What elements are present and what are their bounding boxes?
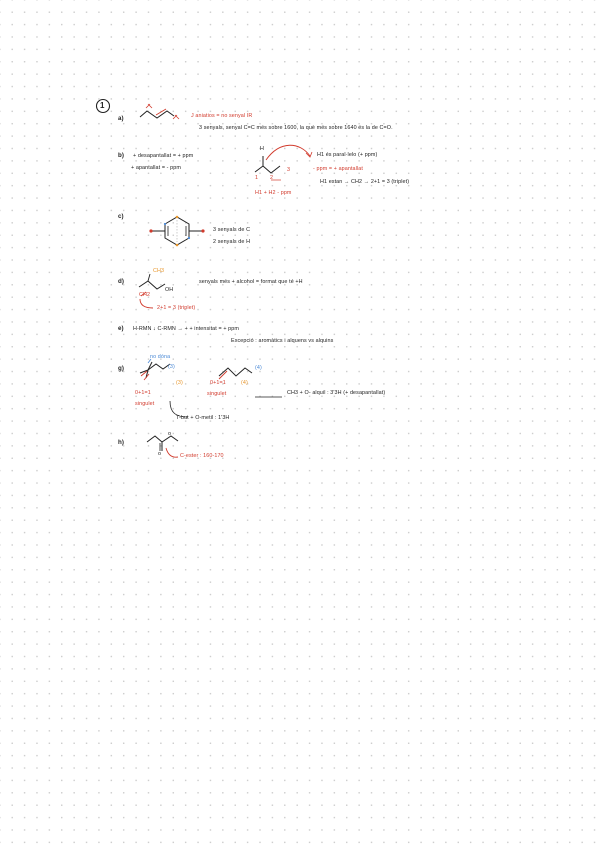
section-b-num2: 2 [270, 175, 274, 181]
section-g-blue2: (3) [168, 364, 175, 370]
section-h-o-top: o [168, 431, 172, 437]
section-g-blue3: (4) [255, 365, 262, 371]
section-d-red-note: 2+1 = 3 (triplet) [157, 305, 196, 311]
section-e-label: e) [118, 325, 124, 332]
section-h-red-note: C-ester : 160-170 [180, 453, 224, 459]
section-g-note: CH3 + O- alquil : 3'3H (+ desapantallat) [287, 390, 386, 396]
section-b-annot-red1: - ppm = + apantallat [313, 166, 363, 172]
section-b-note2: H1 estan → CH2 → 2+1 = 3 (triplet) [320, 179, 410, 185]
section-g-blue1: no dóna [150, 354, 171, 360]
section-h-o-bottom: o [158, 451, 162, 457]
section-b-num3: 3 [287, 167, 291, 173]
section-b-annot-red2: H1 + H2 - ppm [255, 190, 292, 196]
section-b-line2: + apantallat = - ppm [131, 165, 181, 171]
section-a-label: a) [118, 115, 124, 122]
section-d-label: d) [118, 278, 125, 285]
section-d-note: senyals més + alcohol = format que té +H [199, 279, 303, 285]
section-g-red2b: singulet [207, 391, 227, 397]
section-d-ch2: CH2 [139, 292, 151, 298]
section-g-note2: T-but + O-metil : 1'3H [176, 415, 230, 421]
section-b-line1: + desapantallat = + ppm [133, 153, 194, 159]
section-a-red-note: J aniatios = no senyal IR [191, 113, 253, 119]
section-b-label: b) [118, 152, 125, 159]
section-b-note1: H1 és paral·lelo (+ ppm) [317, 152, 378, 158]
section-d-oh: OH [165, 287, 174, 293]
section-e-line1: H-RMN ↓ C-RMN → + + intensitat = + ppm [133, 326, 239, 332]
section-b-num1: 1 [255, 175, 259, 181]
section-h-label: h) [118, 439, 125, 446]
section-g-red1b: singulet [135, 401, 155, 407]
section-c-note1: 3 senyals de C [213, 227, 251, 233]
section-c-note2: 2 senyals de H [213, 239, 251, 245]
section-g-red2: 0+1=1 [210, 380, 226, 386]
section-g-orange1: (3) [176, 380, 183, 386]
section-g-orange2: (4) [241, 380, 248, 386]
section-b-num-top: H [260, 146, 264, 152]
section-a-note: 3 senyals, senyal C=C més sobre 1600, la què més sobre 1640 és la de C=O. [199, 125, 393, 131]
section-g-red1: 0+1=1 [135, 390, 151, 396]
problem-number: 1 [100, 101, 105, 110]
section-e-line2: Excepció : aromàtics i alquens vs alquins [231, 338, 334, 344]
section-g-label: g) [118, 365, 125, 372]
section-c-label: c) [118, 213, 124, 220]
section-d-ch3: CH3 [153, 268, 165, 274]
